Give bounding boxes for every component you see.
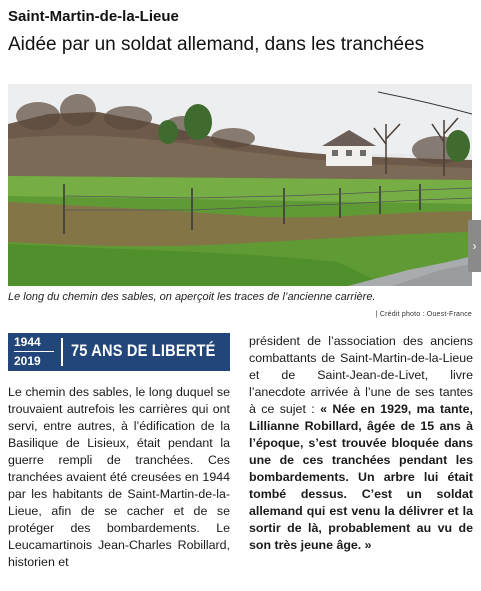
photo-credit: | Crédit photo : Ouest-France bbox=[375, 311, 472, 318]
article-kicker: Saint-Martin-de-la-Lieue bbox=[8, 8, 179, 25]
banner-year-separator bbox=[14, 351, 54, 352]
article-body-column-2 bbox=[249, 333, 473, 554]
banner-divider bbox=[61, 338, 63, 366]
anniversary-banner bbox=[8, 333, 230, 371]
photo-caption: Le long du chemin des sables, on aperçoit les traces de l’ancienne carrière. bbox=[8, 291, 376, 303]
banner-years bbox=[8, 333, 60, 371]
article-body-column-1: Le chemin des sables, le long duquel se trouvaient autrefois les carrières qui ont servi, entre autres, à l’édification de la Basilique de Lisieux, était pendant la guerre rempli de tranchées. Ces tranchées avaient été creusées en 1944 par les habitants de Saint-Martin-de-la-Lieue, afin de se cacher et de se protéger des bombardements. Le Leucamartinois Jean-Charles Robillard, historien et bbox=[8, 385, 230, 569]
article-photo bbox=[8, 84, 472, 286]
banner-title: 75 ANS DE LIBERTÉ bbox=[71, 341, 216, 360]
banner-year-start: 1944 bbox=[14, 335, 41, 349]
body-intro-text: président de l’association des anciens combattants de Saint-Martin-de-la-Lieue et de Saint-Jean-de-Livet, livre l’anecdote arrivée à l’une de ses tantes à ce sujet : bbox=[249, 334, 473, 416]
article-headline: Aidée par un soldat allemand, dans les tranchées bbox=[8, 34, 425, 55]
banner-year-end: 2019 bbox=[14, 354, 41, 368]
body-quote-text: « Née en 1929, ma tante, Lillianne Robillard, âgée de 15 ans à l’époque, s’est trouvée bloquée dans une de ces tranchées pendant les bombardements. Un arbre lui était tombé dessus. C’est un soldat allemand qui est venu la délivrer et la sortir de là, probablement au vu de son très jeune âge. » bbox=[249, 402, 473, 552]
next-arrow-button[interactable]: › bbox=[468, 220, 481, 272]
